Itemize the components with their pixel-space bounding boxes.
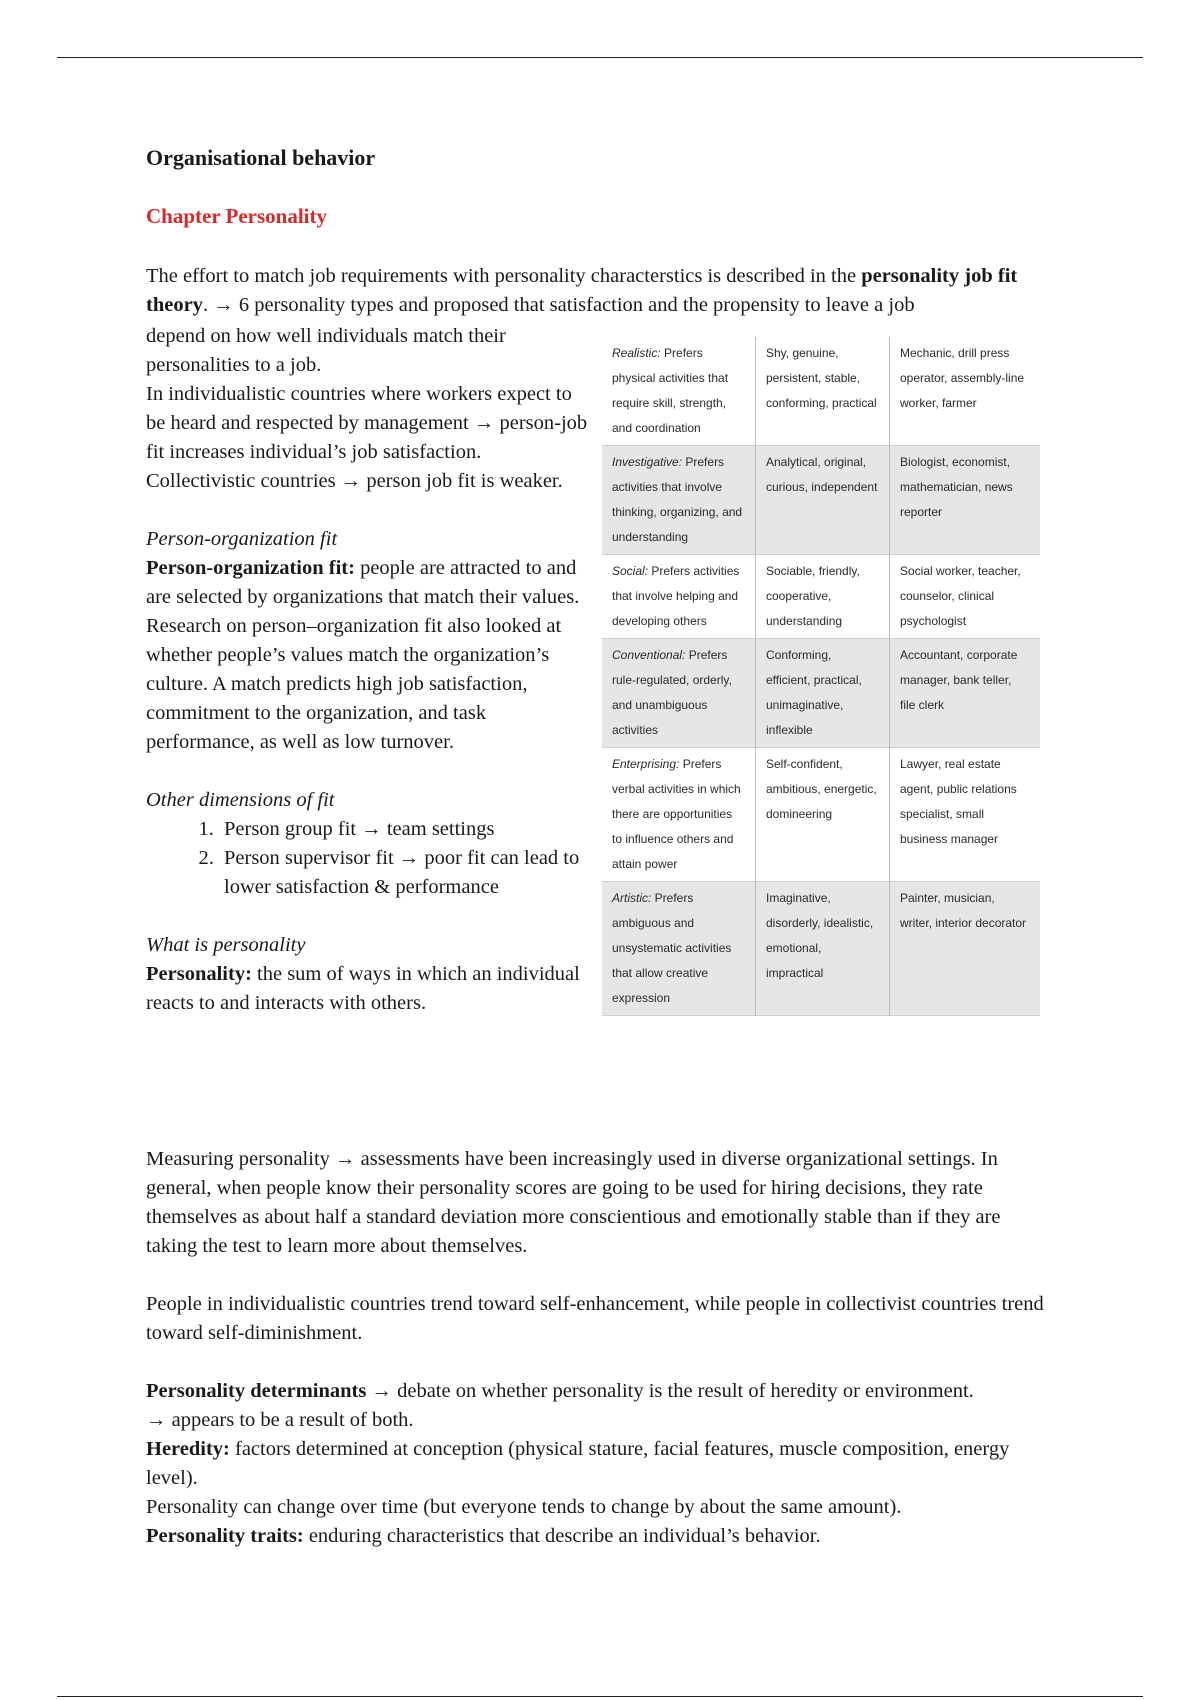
intro-paragraph (146, 262, 1051, 320)
po-fit-research: Research on person–organization fit also looked at whether people’s values match the organization’s culture. A match predicts high job satisfaction, commitment to the organization, and task performance, as well as low turnover. (146, 615, 562, 753)
table-row (602, 555, 1040, 639)
personality-definition (146, 960, 594, 1018)
top-rule (57, 57, 1143, 58)
occupations-cell: Social worker, teacher, counselor, clinical psychologist (890, 555, 1041, 639)
lower-section (146, 1145, 1056, 1551)
preference-cell (602, 337, 756, 446)
occupations-cell: Mechanic, drill press operator, assembly-line worker, farmer (890, 337, 1041, 446)
category-label: Enterprising: (612, 757, 680, 771)
table-row (602, 882, 1040, 1016)
traits-cell: Analytical, original, curious, independent (756, 446, 890, 555)
traits-cell: Sociable, friendly, cooperative, understanding (756, 555, 890, 639)
preference-text: Prefers activities that involve thinking, organizing, and understanding (612, 455, 743, 544)
preference-cell (602, 748, 756, 882)
traits-cell: Conforming, efficient, practical, unimaginative, inflexible (756, 639, 890, 748)
fit-list (146, 815, 594, 902)
traits-cell: Self-confident, ambitious, energetic, domineering (756, 748, 890, 882)
preference-text: Prefers ambiguous and unsystematic activities that allow creative expression (612, 891, 732, 1005)
category-label: Investigative: (612, 455, 683, 469)
page-title: Organisational behavior (146, 145, 376, 170)
personality-types-table (602, 337, 1040, 1016)
intro-text-start: The effort to match job requirements with personality characterstics is described in the (146, 265, 862, 287)
preference-text: Prefers activities that involve helping and developing others (612, 564, 740, 628)
change-line: Personality can change over time (but everyone tends to change by about the same amount). (146, 1496, 902, 1518)
individualistic-note: In individualistic countries where workers expect to be heard and respected by management → person-job fit increases individual’s job satisfaction. (146, 383, 588, 463)
left-column (146, 322, 594, 1018)
table-row (602, 446, 1040, 555)
chapter-heading: Chapter Personality (146, 204, 328, 228)
preference-cell (602, 882, 756, 1016)
list-item: 2. Person supervisor fit → poor fit can lead to lower satisfaction & performance (219, 844, 594, 902)
category-label: Artistic: (612, 891, 652, 905)
occupations-cell: Painter, musician, writer, interior decorator (890, 882, 1041, 1016)
heredity-term: Heredity: (146, 1438, 230, 1460)
preference-cell (602, 639, 756, 748)
intro-text-end: . → 6 personality types and proposed that satisfaction and the propensity to leave a job (202, 294, 915, 316)
occupations-cell: Biologist, economist, mathematician, news reporter (890, 446, 1041, 555)
preference-cell (602, 555, 756, 639)
category-label: Social: (612, 564, 649, 578)
intro-term: personality job fit theory (146, 265, 1018, 316)
other-dimensions-heading: Other dimensions of fit (146, 789, 335, 811)
po-fit-term: Person-organization fit: (146, 557, 355, 579)
preference-cell (602, 446, 756, 555)
traits-cell: Imaginative, disorderly, idealistic, emotional, impractical (756, 882, 890, 1016)
determinants-term: Personality determinants (146, 1380, 367, 1402)
category-label: Realistic: (612, 346, 661, 360)
preference-text: Prefers verbal activities in which there are opportunities to influence others and attain power (612, 757, 741, 871)
category-label: Conventional: (612, 648, 686, 662)
heredity-line (146, 1435, 1056, 1493)
po-fit-heading: Person-organization fit (146, 528, 338, 550)
fit-continuation: depend on how well individuals match their personalities to a job. (146, 325, 506, 376)
collectivistic-note: Collectivistic countries → person job fit is weaker. (146, 470, 563, 492)
table-row (602, 748, 1040, 882)
determinants-line (146, 1377, 1056, 1406)
table-row (602, 337, 1040, 446)
what-is-personality-heading: What is personality (146, 934, 306, 956)
occupations-cell: Accountant, corporate manager, bank teller, file clerk (890, 639, 1041, 748)
traits-term: Personality traits: (146, 1525, 304, 1547)
personality-term: Personality: (146, 963, 252, 985)
occupations-cell: Lawyer, real estate agent, public relations specialist, small business manager (890, 748, 1041, 882)
traits-line (146, 1522, 1056, 1551)
traits-cell: Shy, genuine, persistent, stable, conforming, practical (756, 337, 890, 446)
determinants-both: → appears to be a result of both. (146, 1409, 414, 1431)
traits-def: enduring characteristics that describe an individual’s behavior. (303, 1525, 821, 1547)
preference-text: Prefers rule-regulated, orderly, and unambiguous activities (612, 648, 732, 737)
preference-text: Prefers physical activities that require skill, strength, and coordination (612, 346, 729, 435)
list-item: 1. Person group fit → team settings (219, 815, 594, 844)
heredity-def: factors determined at conception (physical stature, facial features, muscle composition, energy level). (146, 1438, 1010, 1489)
cultures-paragraph: People in individualistic countries trend toward self-enhancement, while people in collectivist countries trend toward self-diminishment. (146, 1293, 1044, 1344)
personality-def: the sum of ways in which an individual reacts to and interacts with others. (146, 963, 580, 1014)
po-fit-def: people are attracted to and are selected by organizations that match their values. (146, 557, 580, 608)
bottom-rule (57, 1696, 1143, 1697)
measuring-paragraph: Measuring personality → assessments have been increasingly used in diverse organizational settings. In general, when people know their personality scores are going to be used for hiring decisions, they rate themselves as about half a standard deviation more conscientious and emotionally stable than if they are taking the test to learn more about themselves. (146, 1148, 1001, 1257)
table-row (602, 639, 1040, 748)
po-fit-definition (146, 554, 594, 612)
determinants-def: → debate on whether personality is the result of heredity or environment. (366, 1380, 974, 1402)
